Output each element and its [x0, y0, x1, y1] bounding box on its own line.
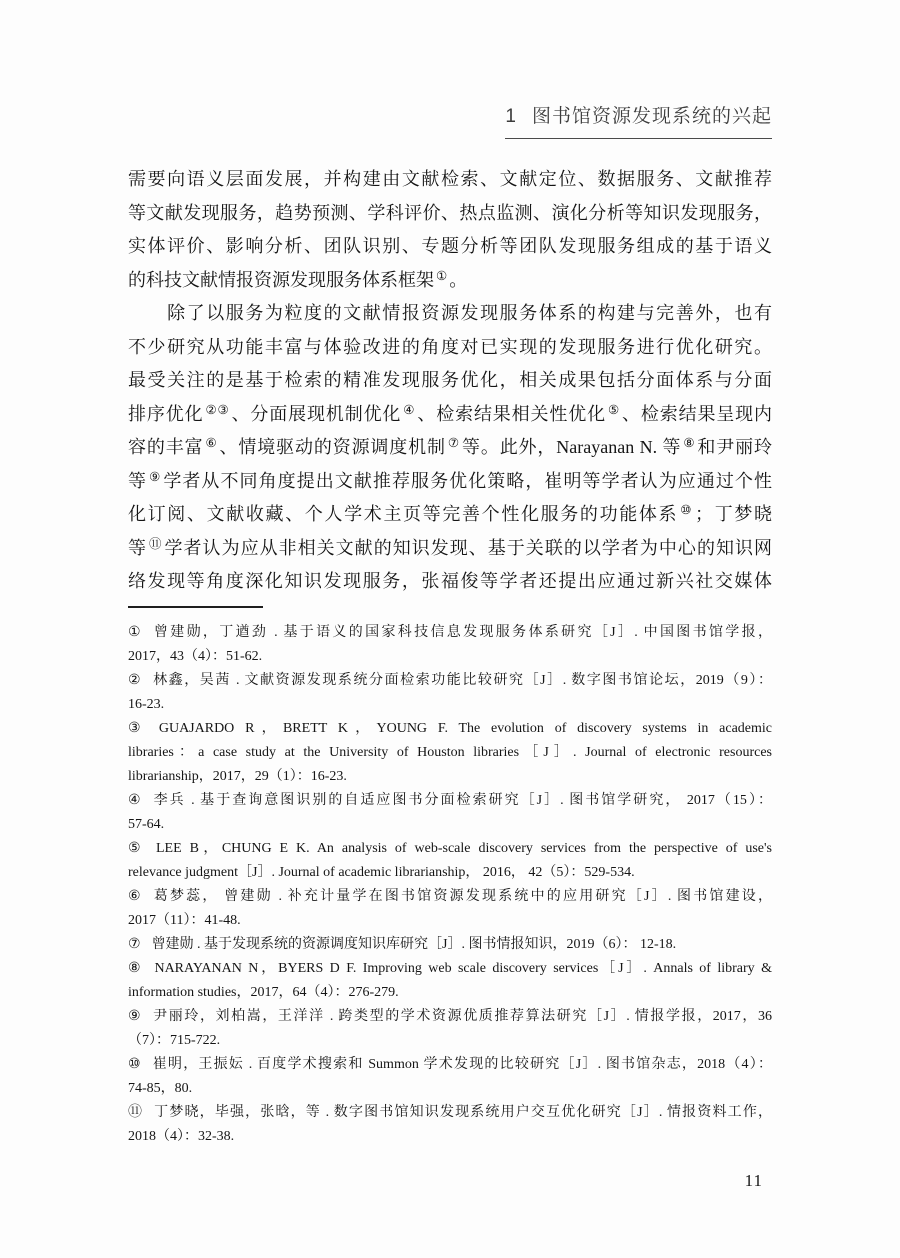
footnote-line	[128, 645, 772, 669]
footnote-text: 李兵 . 基于查询意图识别的自适应图书分面检索研究［J］. 图书馆学研究， 2017（15）：	[153, 793, 772, 808]
footnote-line	[128, 741, 772, 765]
footnote-text: 2017（11）：41-48.	[128, 913, 241, 928]
footnote-line	[128, 981, 772, 1005]
footnote-line	[128, 885, 772, 909]
text-segment: 的科技文献情报资源发现服务体系框架	[128, 269, 434, 290]
footnote-line	[128, 837, 772, 861]
text-segment: 学者从不同角度提出文献推荐服务优化策略，崔明等学者认为应通过个性	[163, 470, 772, 491]
body-line	[128, 264, 772, 298]
footnote-ref: ⑥	[205, 436, 218, 450]
footnote-text: 16-23.	[128, 697, 165, 712]
text-segment: 除了以服务为粒度的文献情报资源发现服务体系的构建与完善外，也有	[128, 303, 772, 323]
footnote-number: ⑦	[128, 937, 141, 952]
body-line	[128, 498, 772, 532]
text-segment: 。	[449, 269, 468, 290]
footnote-ref: ①	[436, 268, 448, 283]
footnote-number: ⑪	[128, 1105, 144, 1120]
body-line	[128, 398, 772, 432]
footnote-text: librarianship，2017，29（1）：16-23.	[128, 769, 347, 784]
body-line	[128, 230, 772, 264]
text-segment: 等	[128, 537, 148, 558]
body-text	[128, 163, 772, 599]
footnote-number: ⑧	[128, 961, 144, 976]
footnote-text: 崔明，王振妘 . 百度学术搜索和 Summon 学术发现的比较研究［J］. 图书馆杂志，2018（4）：	[152, 1057, 772, 1072]
text-segment: 等文献发现服务，趋势预测、学科评价、热点监测、演化分析等知识发现服务，	[128, 202, 772, 223]
text-segment: 实体评价、影响分析、团队识别、专题分析等团队发现服务组成的基于语义	[128, 236, 772, 256]
footnote-text: NARAYANAN N，BYERS D F. Improving web scale discovery services［J］. Annals of library &	[154, 961, 772, 976]
footnote-ref: ②③	[205, 402, 230, 417]
body-line	[128, 532, 772, 566]
footnote-text: 林鑫，吴茜 . 文献资源发现系统分面检索功能比较研究［J］. 数字图书馆论坛，2019（9）：	[153, 673, 772, 688]
footnote-number: ①	[128, 625, 143, 640]
footnote-text: 曾建勋 . 基于发现系统的资源调度知识库研究［J］. 图书情报知识，2019（6）： 12-18.	[151, 937, 677, 952]
footnote-line	[128, 1053, 772, 1077]
footnote-line	[128, 621, 772, 645]
text-segment: 、检索结果相关性优化	[417, 403, 606, 424]
footnote-number: ④	[128, 793, 143, 808]
footnote-ref: ⑦	[447, 436, 460, 450]
body-line	[128, 465, 772, 499]
footnote-text: libraries：a case study at the University of Houston libraries［J］. Journal of electronic resources	[128, 745, 772, 760]
chapter-title: 图书馆资源发现系统的兴起	[531, 106, 772, 127]
footnote-line	[128, 717, 772, 741]
text-segment: 学者认为应从非相关文献的知识发现、基于关联的以学者为中心的知识网	[164, 537, 772, 558]
footnote-line	[128, 765, 772, 789]
text-segment: 等。此外，Narayanan N. 等	[461, 437, 682, 457]
footnote-line	[128, 933, 772, 957]
text-segment: 需要向语义层面发展，并构建由文献检索、文献定位、数据服务、文献推荐	[128, 169, 772, 189]
footnote-text: 57-64.	[128, 817, 165, 832]
footnote-separator	[128, 606, 263, 608]
footnote-ref: ⑩	[680, 503, 694, 517]
footnote-text: information studies，2017，64（4）：276-279.	[128, 985, 399, 1000]
footnote-text: 丁梦晓，毕强，张晗，等 . 数字图书馆知识发现系统用户交互优化研究［J］. 情报资料工作，	[154, 1105, 772, 1120]
footnote-text: 葛梦蕊， 曾建勋 . 补充计量学在图书馆资源发现系统中的应用研究［J］. 图书馆建设，	[153, 889, 772, 904]
footnote-line	[128, 861, 772, 885]
text-segment: ；丁梦晓	[695, 504, 772, 524]
footnote-ref: ④	[403, 402, 416, 417]
footnote-line	[128, 1029, 772, 1053]
body-line	[128, 431, 772, 465]
footnote-number: ⑤	[128, 841, 145, 856]
footnote-ref: ⑨	[149, 469, 162, 484]
body-line	[128, 163, 772, 197]
footnotes	[128, 621, 772, 1149]
footnote-line	[128, 909, 772, 933]
text-segment: 、检索结果呈现内	[622, 403, 772, 424]
body-line	[128, 297, 772, 331]
footnote-ref: ⑤	[607, 402, 621, 417]
footnote-line	[128, 669, 772, 693]
footnote-text: 74-85，80.	[128, 1081, 193, 1096]
body-line	[128, 197, 772, 231]
footnote-line	[128, 693, 772, 717]
footnote-line	[128, 813, 772, 837]
footnote-number: ②	[128, 673, 143, 688]
footnote-number: ⑩	[128, 1057, 142, 1072]
text-segment: 络发现等角度深化知识发现服务，张福俊等学者还提出应通过新兴社交媒体	[128, 571, 772, 591]
running-head	[505, 101, 772, 139]
footnote-text: relevance judgment［J］. Journal of academic librarianship， 2016， 42（5）：529-534.	[128, 865, 635, 880]
footnote-line	[128, 1005, 772, 1029]
text-segment: 和尹丽玲	[697, 437, 772, 457]
text-segment: 容的丰富	[128, 437, 204, 457]
page-number: 11	[744, 1171, 763, 1190]
footnote-line	[128, 1077, 772, 1101]
footnote-ref: ⑪	[149, 536, 163, 551]
body-line	[128, 364, 772, 398]
text-segment: 、情境驱动的资源调度机制	[219, 437, 446, 457]
text-segment: 等	[128, 470, 148, 491]
footnote-text: （7）：715-722.	[128, 1033, 221, 1048]
footnote-line	[128, 1125, 772, 1149]
body-line	[128, 331, 772, 365]
footnote-text: GUAJARDO R，BRETT K，YOUNG F. The evolution of discovery systems in academic	[158, 721, 772, 736]
footnote-line	[128, 957, 772, 981]
footnote-ref: ⑧	[683, 436, 696, 450]
footnote-text: LEE B，CHUNG E K. An analysis of web-scale discovery services from the perspective of use's	[156, 841, 772, 856]
footnote-text: 2017，43（4）：51-62.	[128, 649, 263, 664]
chapter-number: 1	[505, 106, 517, 127]
footnote-text: 曾建勋，丁遒劲 . 基于语义的国家科技信息发现服务体系研究［J］. 中国图书馆学报，	[153, 625, 772, 640]
footnote-number: ⑨	[128, 1009, 143, 1024]
footnote-text: 2018（4）：32-38.	[128, 1129, 235, 1144]
footnote-line	[128, 789, 772, 813]
text-segment: 排序优化	[128, 403, 204, 424]
text-segment: 化订阅、文献收藏、个人学术主页等完善个性化服务的功能体系	[128, 504, 679, 524]
footnote-number: ⑥	[128, 889, 143, 904]
footnote-line	[128, 1101, 772, 1125]
footnote-text: 尹丽玲，刘柏嵩，王洋洋 . 跨类型的学术资源优质推荐算法研究［J］. 情报学报，2017，36	[153, 1009, 772, 1024]
text-segment: 不少研究从功能丰富与体验改进的角度对已实现的发现服务进行优化研究。	[128, 336, 772, 357]
body-line	[128, 565, 772, 599]
text-segment: 、分面展现机制优化	[231, 403, 402, 424]
footnote-number: ③	[128, 721, 148, 736]
text-segment: 最受关注的是基于检索的精准发现服务优化，相关成果包括分面体系与分面	[128, 370, 772, 390]
